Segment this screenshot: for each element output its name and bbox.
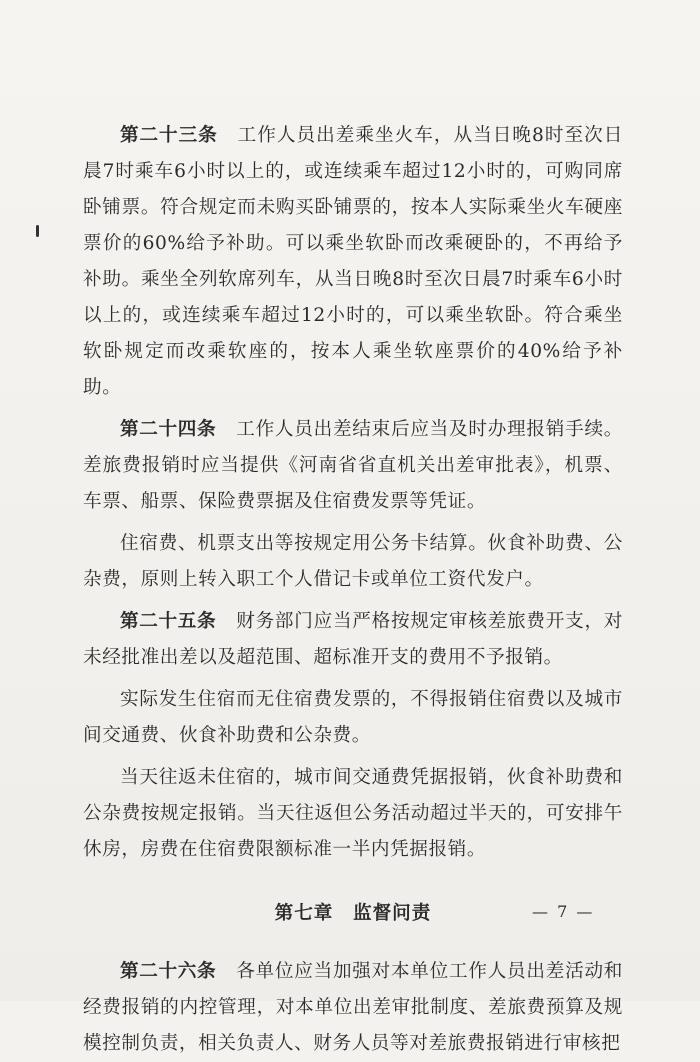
article-25-paragraph-2 bbox=[83, 682, 623, 754]
paragraph-text: 当天往返未住宿的，城市间交通费凭据报销，伙食补助费和公杂费按规定报销。当天往返但公务活动超过半天的，可安排午休房，房费在住宿费限额标准一半内凭据报销。 bbox=[83, 767, 623, 860]
binding-hole-mark bbox=[36, 225, 39, 237]
article-26 bbox=[83, 954, 623, 1062]
article-text: 工作人员出差乘坐火车，从当日晚8时至次日晨7时乘车6小时以上的，或连续乘车超过12小时的，可购同席卧铺票。符合规定而未购买卧铺票的，按本人实际乘坐火车硬座票价的60%给予补助。可以乘坐软卧而改乘硬卧的，不再给予补助。乘坐全列软席列车，从当日晚8时至次日晨7时乘车6小时以上的，或连续乘车超过12小时的，可以乘坐软卧。符合乘坐软卧规定而改乘软座的，按本人乘坐软座票价的40%给予补助。 bbox=[83, 125, 623, 398]
article-25-paragraph-3 bbox=[83, 760, 623, 868]
paragraph-text: 实际发生住宿而无住宿费发票的，不得报销住宿费以及城市间交通费、伙食补助费和公杂费。 bbox=[83, 689, 623, 746]
article-23 bbox=[83, 118, 623, 406]
article-label: 第二十五条 bbox=[120, 611, 217, 632]
article-24-paragraph-2 bbox=[83, 526, 623, 598]
article-text: 工作人员出差结束后应当及时办理报销手续。差旅费报销时应当提供《河南省省直机关出差审批表》，机票、车票、船票、保险费票据及住宿费发票等凭证。 bbox=[83, 419, 623, 512]
article-label: 第二十三条 bbox=[120, 125, 218, 146]
article-24 bbox=[83, 412, 623, 520]
chapter-title: 第七章 监督问责 bbox=[274, 903, 432, 924]
article-label: 第二十四条 bbox=[120, 419, 217, 440]
article-label: 第二十六条 bbox=[120, 961, 217, 982]
page-number: — 7 — bbox=[532, 902, 595, 921]
paragraph-text: 住宿费、机票支出等按规定用公务卡结算。伙食补助费、公杂费，原则上转入职工个人借记卡或单位工资代发户。 bbox=[83, 533, 623, 590]
article-text: 各单位应当加强对本单位工作人员出差活动和经费报销的内控管理，对本单位出差审批制度、差旅费预算及规模控制负责，相关负责人、财务人员等对差旅费报销进行审核把 bbox=[83, 961, 623, 1054]
article-25 bbox=[83, 604, 623, 676]
article-text: 财务部门应当严格按规定审核差旅费开支，对未经批准出差以及超范围、超标准开支的费用不予报销。 bbox=[83, 611, 623, 668]
